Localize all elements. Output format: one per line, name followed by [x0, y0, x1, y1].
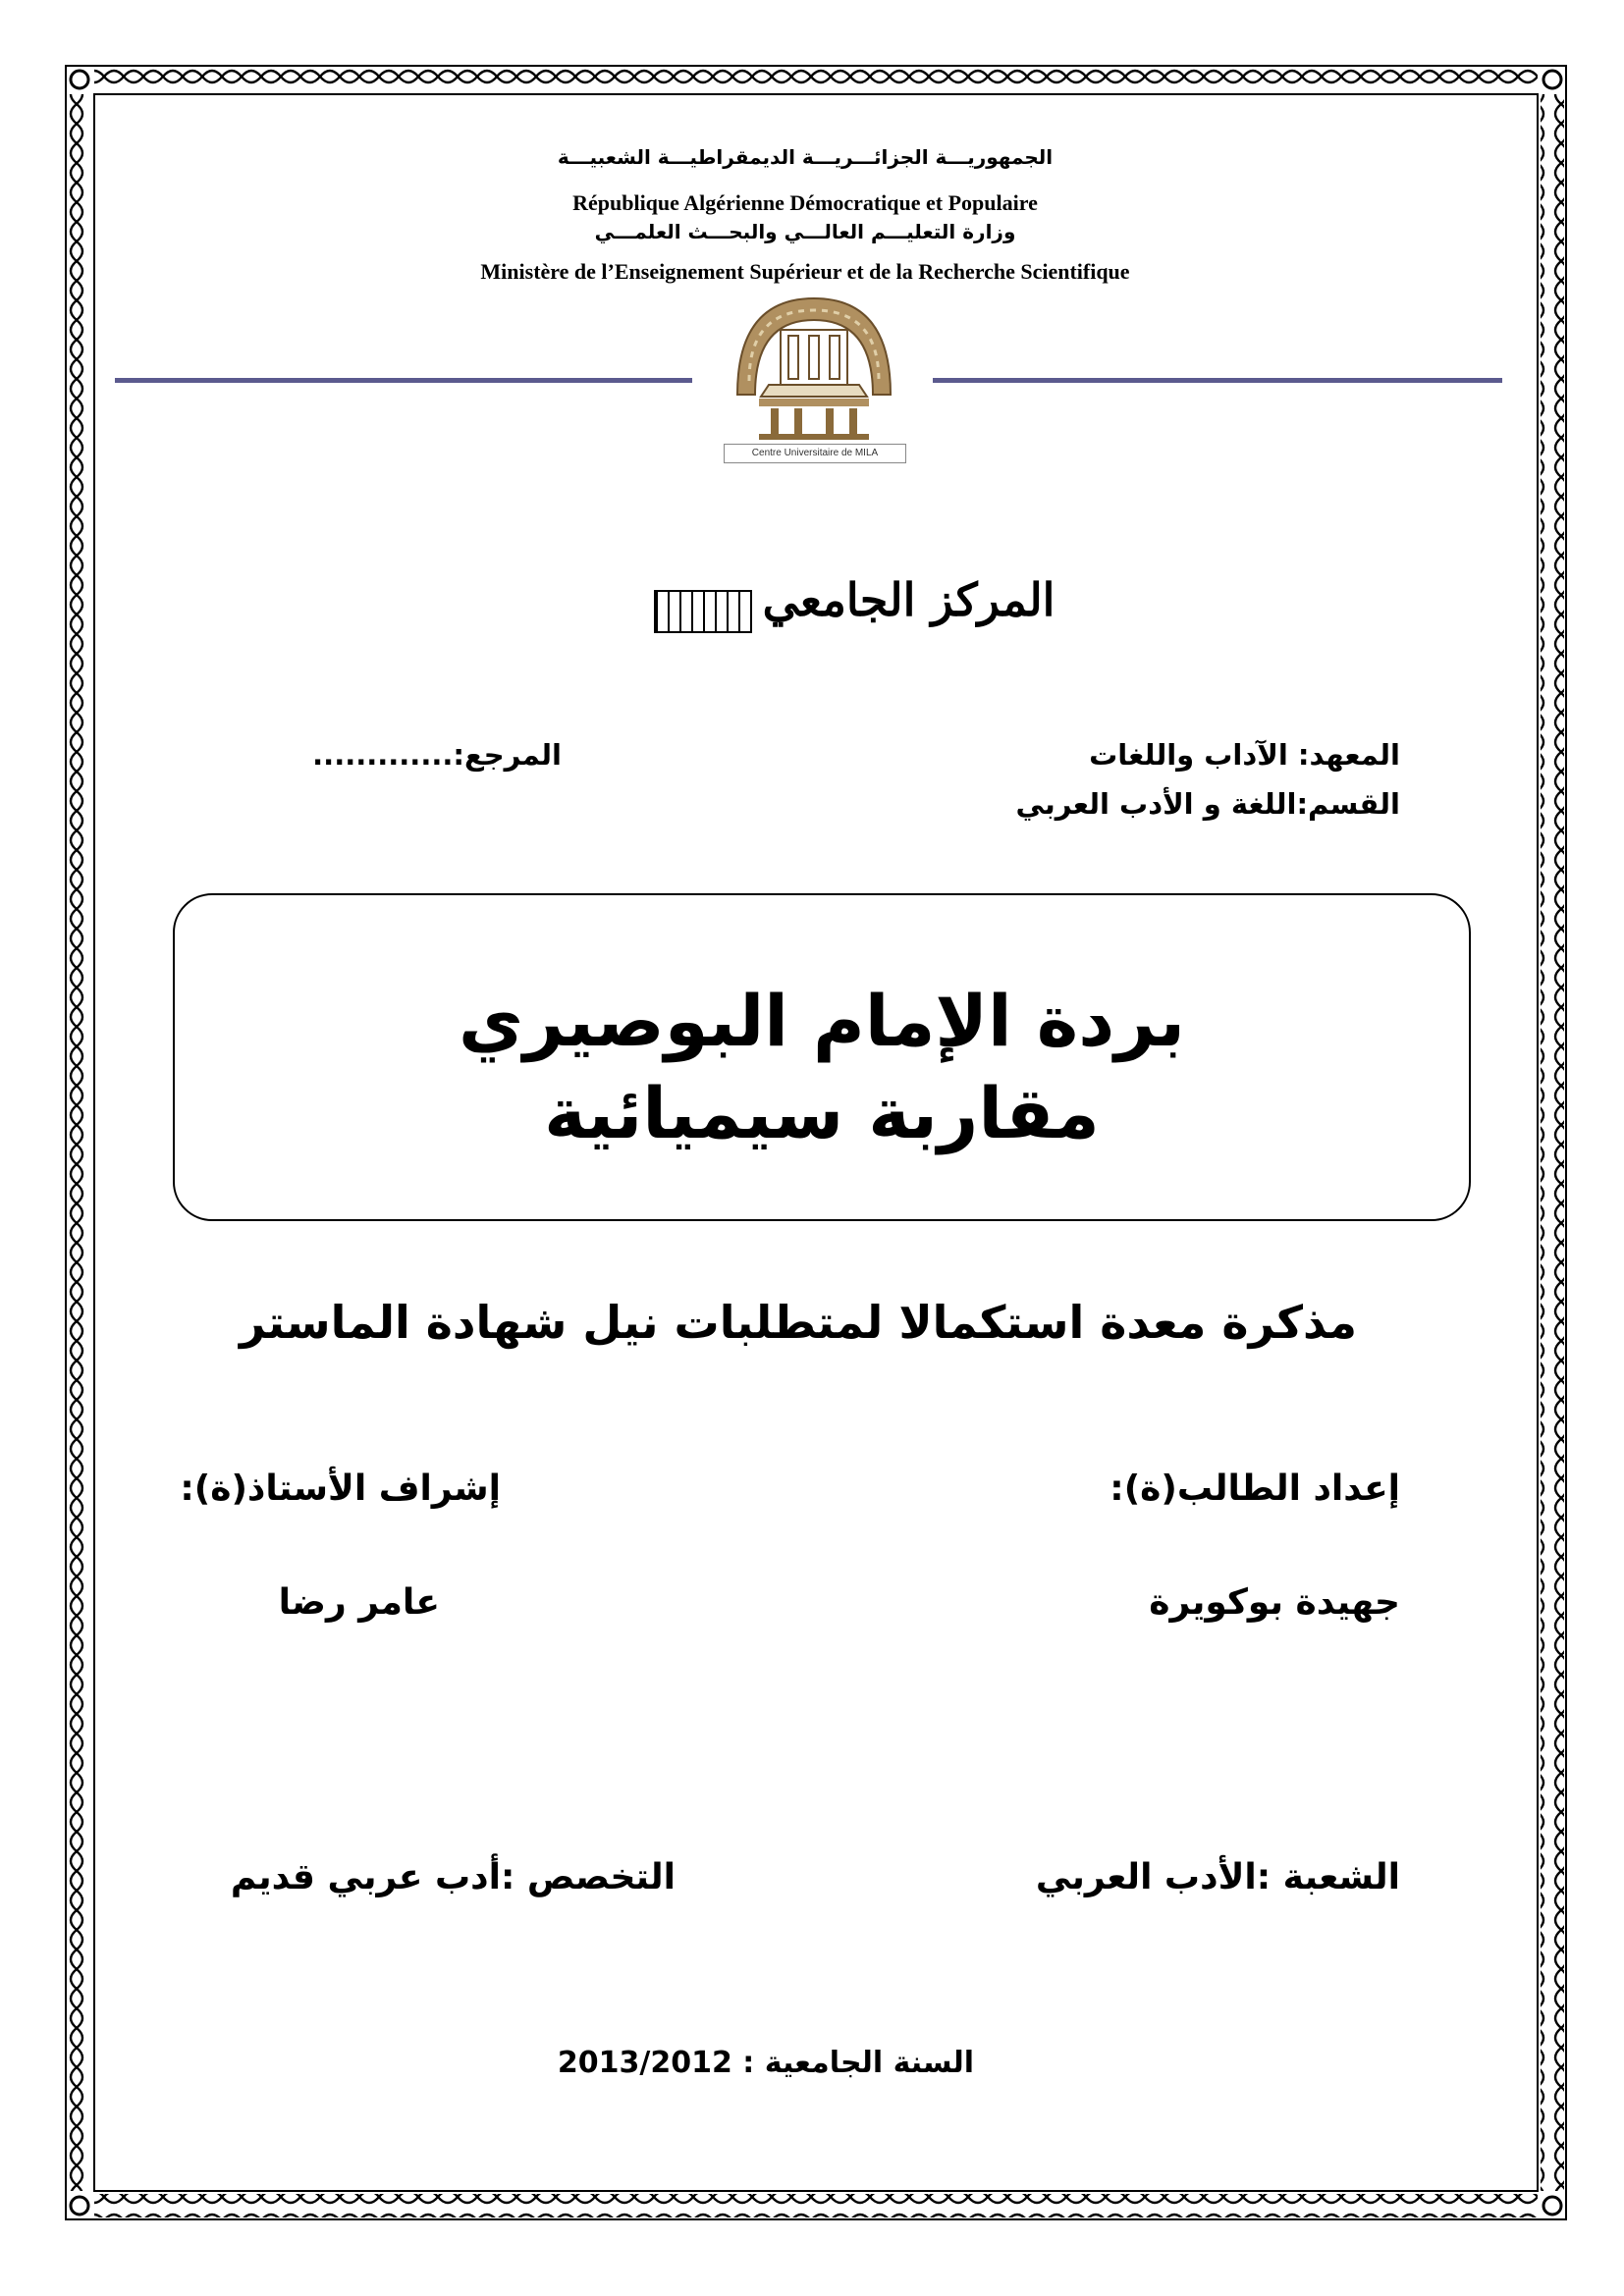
thesis-title-line1: بردة الإمام البوصيري — [458, 980, 1186, 1062]
republic-arabic: الجمهوريـــة الجزائـــريـــة الديمقراطيـــة الشعبيـــة — [557, 145, 1054, 169]
university-logo-icon — [720, 287, 908, 444]
supervisor-name: عامر رضا — [278, 1582, 440, 1623]
reference-field: المرجع:............. — [312, 738, 562, 772]
thesis-title-line2: مقاربة سيميائية — [544, 1072, 1100, 1154]
thesis-title-box — [173, 893, 1471, 1221]
student-label: إعداد الطالب(ة): — [1110, 1468, 1400, 1509]
ministry-french: Ministère de l’Enseignement Supérieur et de la Recherche Scientifique — [480, 259, 1130, 284]
thesis-subtitle: مذكرة معدة استكمالا لمتطلبات نيل شهادة الماستر — [239, 1296, 1357, 1349]
ministry-arabic: وزارة التعليـــم العالـــي والبحـــث العلمـــي — [594, 220, 1016, 243]
institution-name-placeholder-glyphs — [654, 590, 752, 633]
republic-french: République Algérienne Démocratique et Populaire — [572, 190, 1038, 215]
branch-label: الشعبة :الأدب العربي — [1035, 1857, 1400, 1897]
institution-title: المركز الجامعي — [762, 573, 1056, 626]
university-logo — [720, 287, 908, 465]
institution-title-block — [550, 573, 1159, 633]
header-rule-right — [933, 378, 1502, 383]
supervisor-label: إشراف الأستاذ(ة): — [180, 1468, 501, 1509]
institute-label: المعهد: الآداب واللغات — [1089, 738, 1400, 772]
specialty-label: التخصص :أدب عربي قديم — [230, 1857, 676, 1897]
student-name: جهيدة بوكويرة — [1149, 1582, 1400, 1623]
department-label: القسم:اللغة و الأدب العربي — [1015, 787, 1400, 821]
header-rule-left — [115, 378, 692, 383]
academic-year: السنة الجامعية : 2013/2012 — [557, 2046, 975, 2080]
logo-caption: Centre Universitaire de MILA — [724, 444, 906, 463]
